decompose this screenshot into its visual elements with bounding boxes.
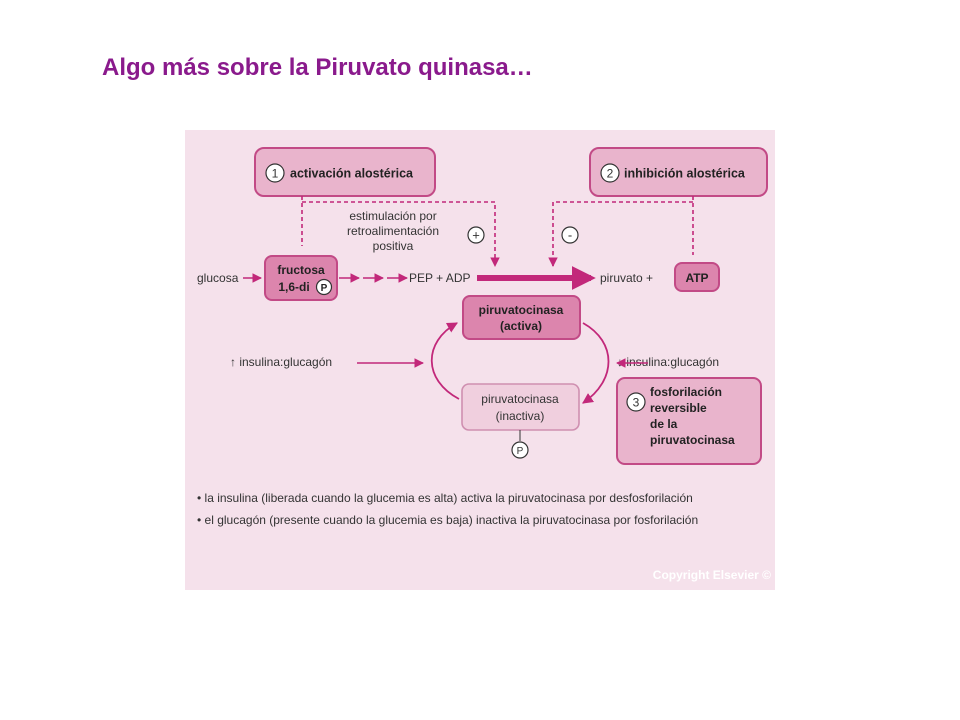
pyruvate-label: piruvato + — [600, 271, 654, 285]
phosphate-label: P — [320, 283, 328, 294]
plus-sign: + — [472, 227, 480, 243]
inactive-enzyme-line2: (inactiva) — [495, 409, 545, 423]
inactive-enzyme-box — [462, 384, 579, 430]
atp-box — [675, 263, 719, 291]
active-enzyme-line2: (activa) — [499, 319, 543, 333]
step3-line1: fosforilación — [650, 385, 723, 399]
step2-label: inhibición alostérica — [624, 166, 745, 181]
step3-line3: de la — [650, 417, 678, 431]
fructose-line1: fructosa — [277, 263, 325, 277]
pyruvate-kinase-regulation-diagram — [185, 130, 775, 590]
step1-box — [255, 148, 435, 196]
step2-box — [590, 148, 767, 196]
bullet-glucagon: • el glucagón (presente cuando la glucemia es baja) inactiva la piruvatocinasa por fosforilación — [197, 513, 699, 527]
inactivation-cycle-arrow — [583, 323, 609, 403]
bullet-insulin: • la insulina (liberada cuando la glucemia es alta) activa la piruvatocinasa por desfosforilación — [197, 491, 693, 505]
atp-label: ATP — [685, 271, 709, 285]
feedback-note-line2: retroalimentación — [346, 224, 440, 238]
activation-cycle-arrow — [432, 323, 459, 399]
step3-box — [617, 378, 761, 464]
pep-adp-label: PEP + ADP — [409, 271, 471, 285]
fructose-line2: 1,6-di — [278, 280, 310, 294]
insulin-up-label: ↑ insulina:glucagón — [230, 355, 333, 369]
fructose-box — [265, 256, 337, 300]
glucose-label: glucosa — [197, 271, 239, 285]
feedback-note-line1: estimulación por — [349, 209, 437, 223]
feedback-note-line3: positiva — [372, 239, 414, 253]
insulin-down-label: ↓ insulina:glucagón — [617, 355, 720, 369]
inactive-phosphate-label: P — [516, 446, 524, 457]
slide-title: Algo más sobre la Piruvato quinasa… — [102, 54, 533, 81]
step3-number: 3 — [632, 395, 640, 410]
step1-label: activación alostérica — [290, 166, 413, 181]
copyright-watermark: Copyright Elsevier © — [652, 568, 771, 582]
step2-number: 2 — [606, 166, 614, 181]
step3-line2: reversible — [650, 401, 707, 415]
diagram-canvas — [185, 130, 775, 590]
inactive-enzyme-line1: piruvatocinasa — [481, 392, 559, 406]
active-enzyme-line1: piruvatocinasa — [478, 303, 564, 317]
minus-sign: - — [567, 227, 573, 243]
step1-number: 1 — [271, 166, 279, 181]
step3-line4: piruvatocinasa — [650, 433, 735, 447]
active-enzyme-box — [463, 296, 580, 339]
